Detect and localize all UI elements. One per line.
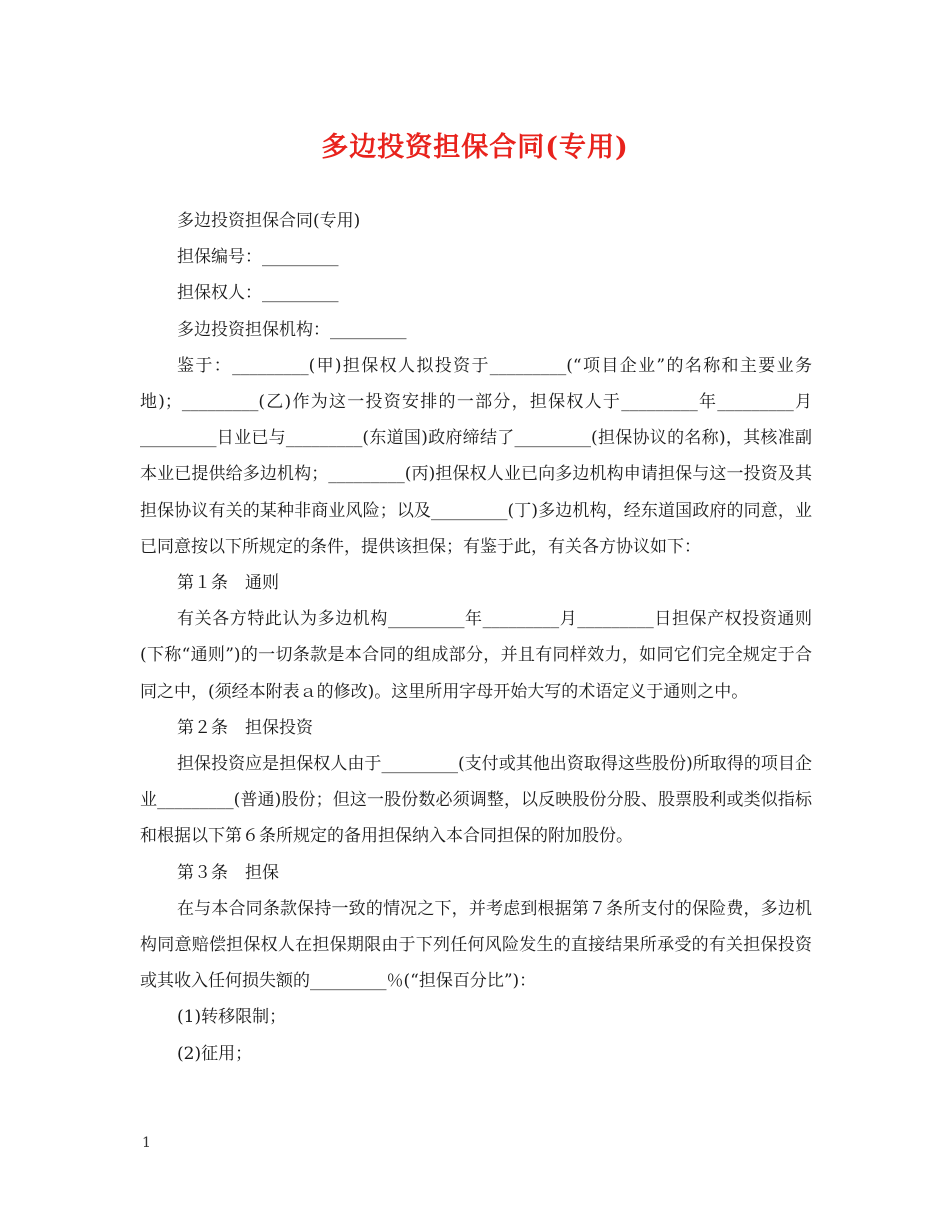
article-2-heading: 第２条 担保投资 (177, 717, 313, 738)
paragraph-whereas: 鉴于：_________(甲)担保权人拟投资于_________(“项目企业”的名称和主要业务地)；_________(乙)作为这一投资安排的一部分，担保权人于_________年_________月_________日业已与_________(东道国)政府缔结了_________(担保协议的名称)，其核准副本业已提供给多边机构；_________(丙)担保权人业已向多边机构申请担保与这一投资及其担保协议有关的某种非商业风险；以及_________(丁)多边机构，经东道国政府的同意，业已同意按以下所规定的条件，提供该担保；有鉴于此，有关各方协议如下： (140, 355, 812, 557)
list-item-expropriation: (2)征用； (177, 1043, 253, 1064)
article-1-text: 有关各方特此认为多边机构_________年_________月_________日担保产权投资通则(下称“通则”)的一切条款是本合同的组成部分，并且有同样效力，如同它们完全规定于合同之中，(须经本附表ａ的修改)。这里所用字母开始大写的术语定义于通则之中。 (140, 609, 812, 702)
article-1-heading: 第１条 通则 (177, 573, 279, 594)
document-title: 多边投资担保合同(专用) (321, 132, 629, 163)
article-3-heading: 第３条 担保 (177, 862, 279, 883)
paragraph-guarantee-number: 担保编号：_________ (177, 247, 339, 268)
document-body (140, 203, 812, 1072)
page-number: 1 (142, 1135, 151, 1151)
paragraph-agency: 多边投资担保机构：_________ (177, 319, 407, 340)
paragraph-subtitle: 多边投资担保合同(专用) (177, 211, 361, 231)
article-3-text: 在与本合同条款保持一致的情况之下，并考虑到根据第７条所支付的保险费，多边机构同意赔偿担保权人在担保期限由于下列任何风险发生的直接结果所承受的有关担保投资或其收入任何损失额的_________％(“担保百分比”)： (140, 898, 812, 992)
list-item-transfer-restriction: (1)转移限制； (177, 1007, 287, 1028)
paragraph-guarantee-holder: 担保权人：_________ (177, 283, 339, 304)
article-2-text: 担保投资应是担保权人由于_________(支付或其他出资取得这些股份)所取得的项目企业_________(普通)股份；但这一股份数必须调整，以反映股份分股、股票股利或类似指标和根据以下第６条所规定的备用担保纳入本合同担保的附加股份。 (140, 754, 812, 847)
